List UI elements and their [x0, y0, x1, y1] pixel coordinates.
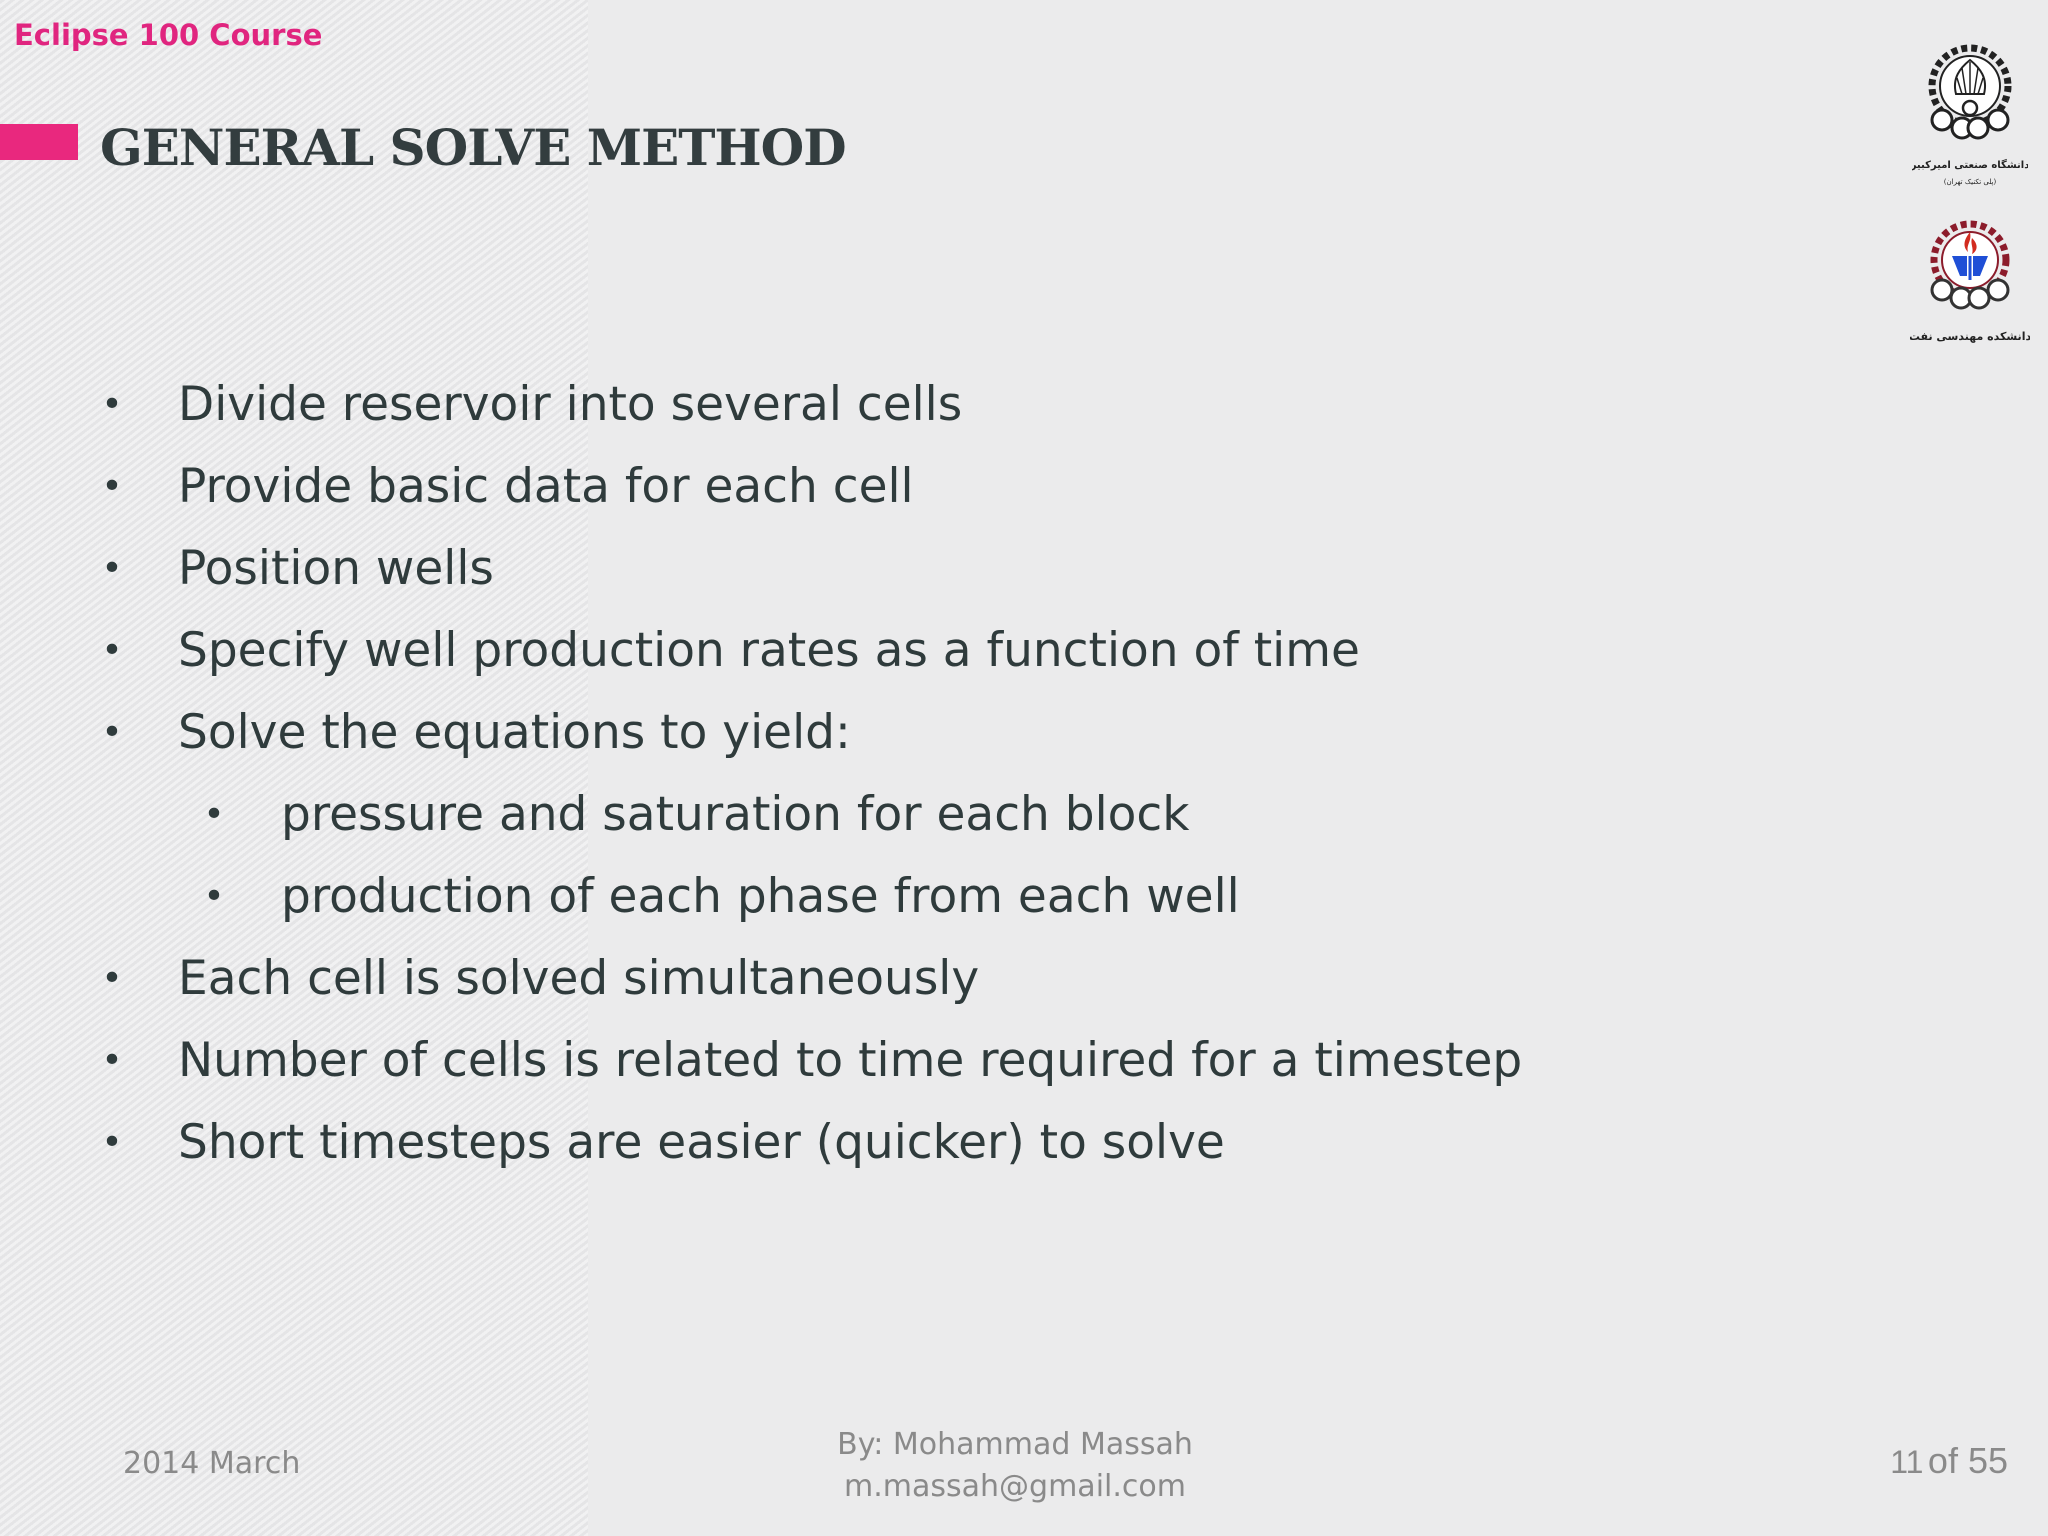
footer-email: m.massah@gmail.com [844, 1469, 1186, 1504]
bullet-dot-icon: • [101, 712, 123, 753]
amirkabir-logo-icon [1912, 38, 2028, 190]
petroleum-faculty-logo-icon [1910, 212, 2030, 352]
bullet-text: Number of cells is related to time required for a timestep [178, 1033, 1523, 1088]
bullet-dot-icon: • [101, 630, 123, 671]
bullet-text: Provide basic data for each cell [178, 459, 914, 514]
bullet-text: Short timesteps are easier (quicker) to solve [178, 1115, 1225, 1170]
bullet-text: Specify well production rates as a function of time [178, 623, 1360, 678]
slide-title: GENERAL SOLVE METHOD [100, 118, 846, 177]
title-accent-bar [0, 124, 78, 160]
bullet-dot-icon: • [203, 794, 225, 835]
bullet-text: pressure and saturation for each block [281, 787, 1190, 842]
bullet-dot-icon: • [101, 384, 123, 425]
bullet-dot-icon: • [101, 548, 123, 589]
course-label: Eclipse 100 Course [14, 18, 323, 52]
amirkabir-university-logo [1912, 38, 2028, 190]
footer-date: 2014 March [123, 1446, 301, 1481]
bullet-dot-icon: • [101, 1040, 123, 1081]
footer-author: By: Mohammad Massah [837, 1427, 1193, 1462]
bullet-dot-icon: • [203, 876, 225, 917]
bullet-text: Position wells [178, 541, 494, 596]
amirkabir-caption: دانشگاه صنعتی امیرکبیر [1912, 160, 2028, 171]
amirkabir-subcaption: (پلی تکنیک تهران) [1943, 178, 1997, 186]
bullet-dot-icon: • [101, 466, 123, 507]
page-number: 11 [1890, 1444, 1924, 1480]
bullet-dot-icon: • [101, 958, 123, 999]
bullet-text: Solve the equations to yield: [178, 705, 851, 760]
bullet-text: Divide reservoir into several cells [178, 377, 963, 432]
background-stripe-panel [0, 0, 588, 1536]
bullet-text: production of each phase from each well [281, 869, 1240, 924]
page-indicator [1890, 1440, 2008, 1482]
footer-author-block [780, 1424, 1250, 1508]
bullet-text: Each cell is solved simultaneously [178, 951, 980, 1006]
petroleum-faculty-caption: دانشکده مهندسی نفت [1910, 330, 2030, 343]
petroleum-faculty-logo [1910, 212, 2030, 352]
page-total: of 55 [1927, 1440, 2008, 1481]
bullet-dot-icon: • [101, 1122, 123, 1163]
